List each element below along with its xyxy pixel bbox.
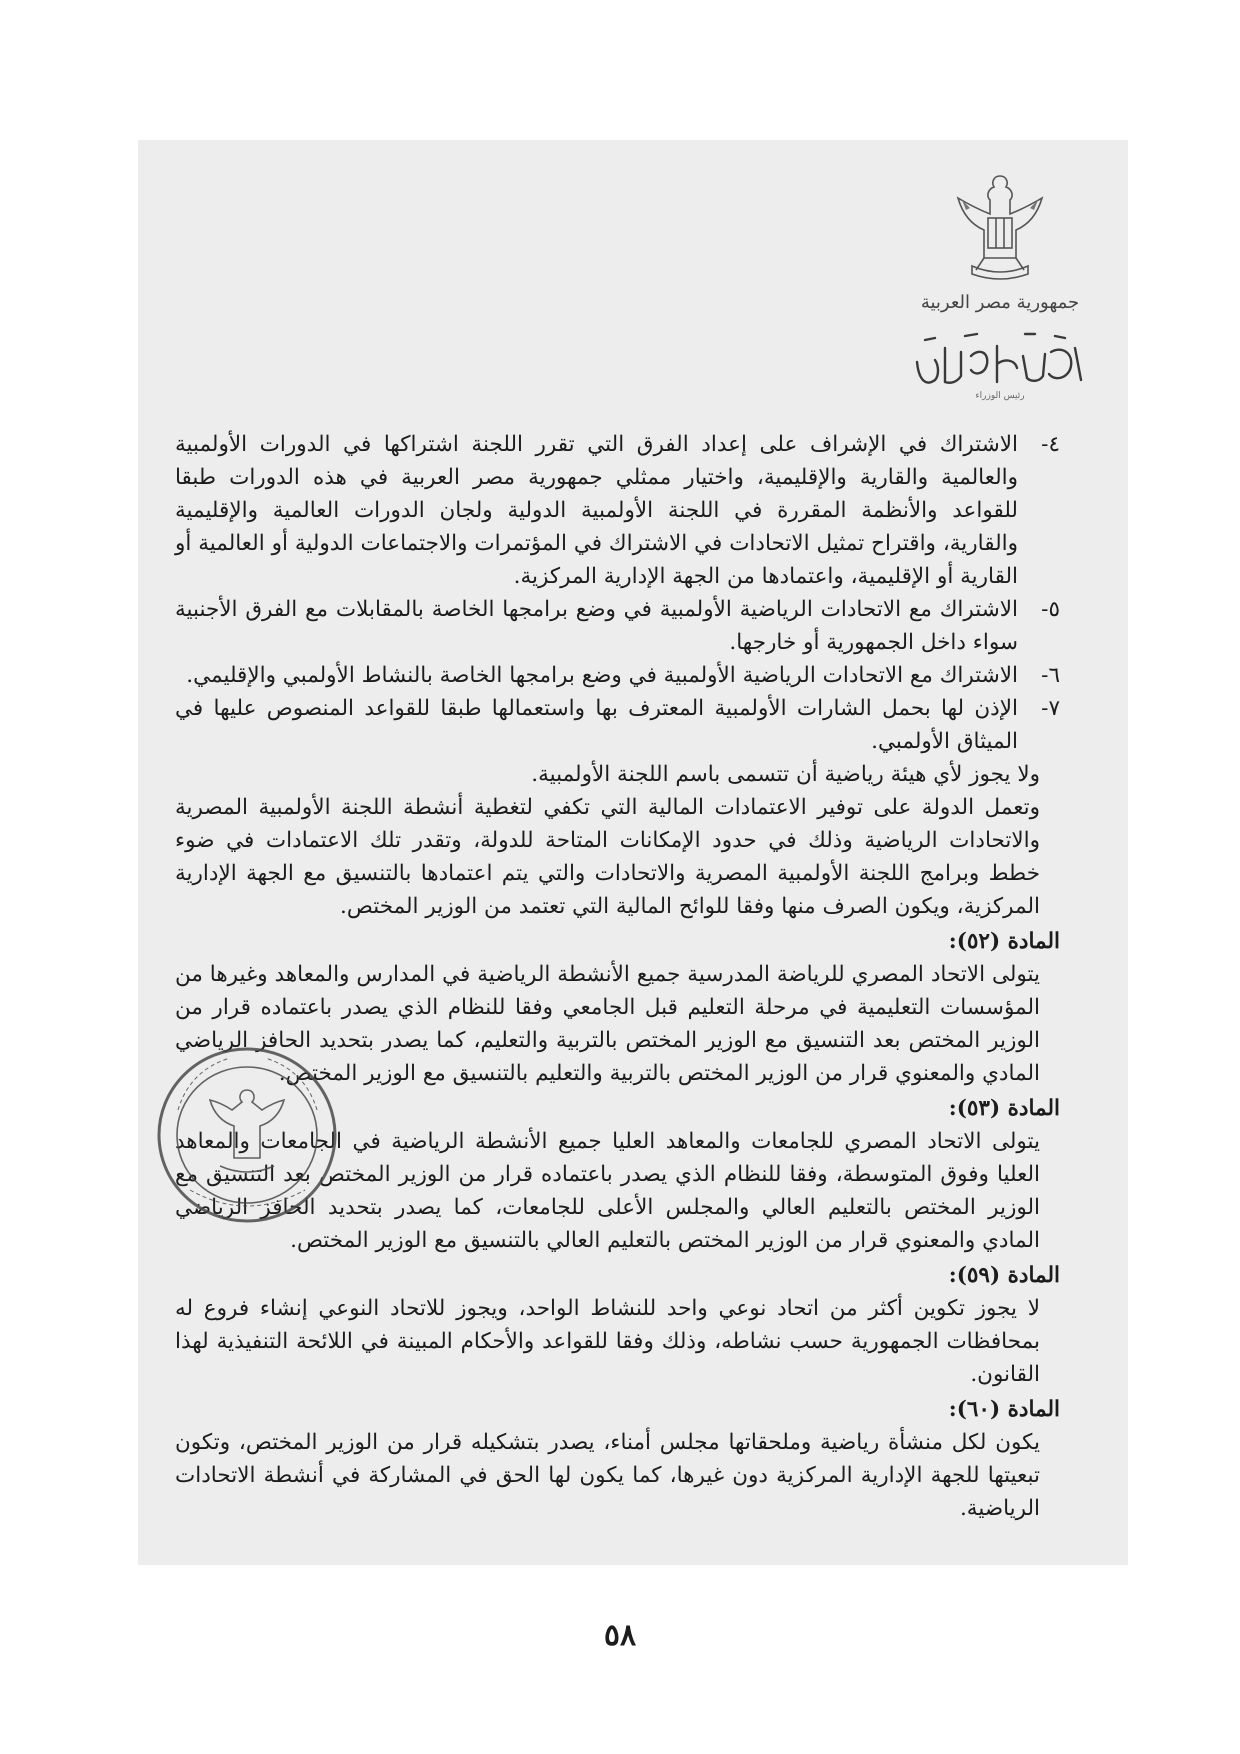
clause-number: ٦- <box>1041 663 1060 688</box>
paragraph: وتعمل الدولة على توفير الاعتمادات المالية التي تكفي لتغطية أنشطة اللجنة الأولمبية المصرية والاتحادات الرياضية وذلك في حدود الإمكانات المتاحة للدولة، وتقدر تلك الاعتمادات في ضوء خطط وبرامج اللجنة الأولمبية المصرية والاتحادات والتي يتم اعتمادها بالتنسيق مع الجهة الإدارية المركزية، ويكون الصرف منها وفقا للوائح المالية التي تعتمد من الوزير المختص. <box>175 795 1040 919</box>
letterhead <box>905 162 1095 402</box>
numbered-clause <box>175 593 1060 659</box>
paragraph: يتولى الاتحاد المصري للجامعات والمعاهد العليا جميع الأنشطة الرياضية في الجامعات والمعاهد العليا وفوق المتوسطة، وفقا للنظام الذي يصدر باعتماده قرار من الوزير المختص بعد التنسيق مع الوزير المختص بالتعليم العالي والمجلس الأعلى للجامعات، كما يصدر بتحديد الحافز الرياضي المادي والمعنوي قرار من الوزير المختص بالتعليم العالي بالتنسيق مع الوزير المختص. <box>175 1129 1040 1253</box>
document-body <box>175 428 1060 1525</box>
clause-text: الاشتراك مع الاتحادات الرياضية الأولمبية في وضع برامجها الخاصة بالنشاط الأولمبي والإقليمي. <box>186 663 1018 688</box>
paragraph: يكون لكل منشأة رياضية وملحقاتها مجلس أمناء، يصدر بتشكيله قرار من الوزير المختص، وتكون تبعيتها للجهة الإدارية المركزية دون غيرها، كما يكون لها الحق في المشاركة في أنشطة الاتحادات الرياضية. <box>175 1430 1040 1521</box>
paragraph: يتولى الاتحاد المصري للرياضة المدرسية جميع الأنشطة الرياضية في المدارس والمعاهد وغيرها من المؤسسات التعليمية في مرحلة التعليم قبل الجامعي وفقا للنظام الذي يصدر باعتماده قرار من الوزير المختص بعد التنسيق مع الوزير المختص بالتربية والتعليم، كما يصدر بتحديد الحافز الرياضي المادي والمعنوي قرار من الوزير المختص بالتربية والتعليم بالتنسيق مع الوزير المختص. <box>175 962 1040 1086</box>
clause-number: ٥- <box>1041 597 1060 622</box>
article-heading: المادة (٥٩): <box>948 1263 1060 1288</box>
clause-number: ٧- <box>1041 696 1060 721</box>
clause-number: ٤- <box>1041 432 1060 457</box>
paragraph: لا يجوز تكوين أكثر من اتحاد نوعي واحد للنشاط الواحد، ويجوز للاتحاد النوعي إنشاء فروع له بمحافظات الجمهورية حسب نشاطه، وذلك وفقا للقواعد والأحكام المبينة في اللائحة التنفيذية لهذا القانون. <box>175 1296 1040 1387</box>
numbered-clause <box>175 659 1060 692</box>
official-stamp <box>150 1040 345 1230</box>
numbered-clause <box>175 428 1060 593</box>
page-number: ٥٨ <box>603 1618 637 1653</box>
paragraph: ولا يجوز لأي هيئة رياضية أن تتسمى باسم اللجنة الأولمبية. <box>531 762 1040 787</box>
clause-text: الإذن لها بحمل الشارات الأولمبية المعترف بها واستعمالها طبقا للقواعد المنصوص عليها في الميثاق الأولمبي. <box>175 696 1018 754</box>
article-heading: المادة (٥٣): <box>948 1096 1060 1121</box>
eagle-emblem-icon <box>950 170 1050 285</box>
article-heading: المادة (٥٢): <box>948 929 1060 954</box>
article-heading: المادة (٦٠): <box>948 1397 1060 1422</box>
country-name: جمهورية مصر العربية <box>920 292 1080 313</box>
office-signature <box>905 312 1095 402</box>
numbered-clause <box>175 692 1060 758</box>
office-name: رئيس الوزراء <box>975 391 1025 401</box>
clause-text: الاشتراك في الإشراف على إعداد الفرق التي تقرر اللجنة اشتراكها في الدورات الأولمبية والعالمية والقارية والإقليمية، واختيار ممثلي جمهورية مصر العربية في هذه الدورات طبقا للقواعد والأنظمة المقررة في اللجنة الأولمبية الدولية ولجان الدورات العالمية والإقليمية والقارية، واقتراح تمثيل الاتحادات في الاشتراك في المؤتمرات والاجتماعات الدولية أو العالمية أو القارية أو الإقليمية، واعتمادها من الجهة الإدارية المركزية. <box>175 432 1018 589</box>
clause-text: الاشتراك مع الاتحادات الرياضية الأولمبية في وضع برامجها الخاصة بالمقابلات مع الفرق الأجنبية سواء داخل الجمهورية أو خارجها. <box>175 597 1018 655</box>
